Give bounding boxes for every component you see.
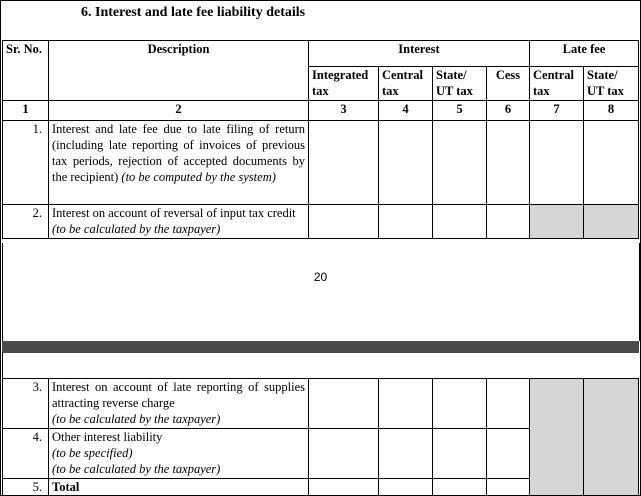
cell-integrated-tax[interactable] [309,429,379,479]
cell-late-central-tax[interactable] [530,121,584,205]
cell-integrated-tax[interactable] [309,121,379,205]
cell-integrated-tax[interactable] [309,479,379,496]
cell-disabled [530,379,584,496]
col-number: 2 [49,101,309,121]
header-central-tax: Central tax [379,67,433,101]
header-interest: Interest [309,41,530,67]
col-number: 8 [584,101,639,121]
cell-cess[interactable] [487,205,530,239]
cell-state-ut-tax[interactable] [433,121,487,205]
header-sr-no: Sr. No. [3,41,49,101]
row-sr: 4. [3,429,49,479]
cell-central-tax[interactable] [379,205,433,239]
cell-cess[interactable] [487,121,530,205]
header-description: Description [49,41,309,101]
cell-state-ut-tax[interactable] [433,429,487,479]
page-break-area [2,353,641,378]
cell-disabled [584,205,639,239]
table-row [3,205,639,239]
cell-central-tax[interactable] [379,379,433,429]
row-description-total: Total [49,479,309,496]
liability-table-top [2,40,639,239]
row-sr: 2. [3,205,49,239]
col-number: 4 [379,101,433,121]
cell-cess[interactable] [487,479,530,496]
header-cess: Cess [487,67,530,101]
col-number: 7 [530,101,584,121]
section-title: 6. Interest and late fee liability details [81,5,306,20]
page-separator [2,341,639,353]
header-late-central-tax: Central tax [530,67,584,101]
header-state-ut-tax: State/ UT tax [433,67,487,101]
row-sr: 3. [3,379,49,429]
row-sr: 1. [3,121,49,205]
cell-disabled [584,379,639,496]
col-number: 6 [487,101,530,121]
cell-central-tax[interactable] [379,121,433,205]
row-description: Interest and late fee due to late filing of return (including late reporting of invoices of previous tax periods, rejection of accepted documents by the recipient) (to be computed by the system) [49,121,309,205]
col-number: 1 [3,101,49,121]
cell-state-ut-tax[interactable] [433,479,487,496]
cell-cess[interactable] [487,429,530,479]
col-number: 3 [309,101,379,121]
header-late-fee: Late fee [530,41,639,67]
table-row [3,121,639,205]
cell-central-tax[interactable] [379,429,433,479]
cell-cess[interactable] [487,379,530,429]
row-sr: 5. [3,479,49,496]
row-description: Other interest liability (to be specified) (to be calculated by the taxpayer) [49,429,309,479]
cell-integrated-tax[interactable] [309,379,379,429]
cell-state-ut-tax[interactable] [433,205,487,239]
cell-integrated-tax[interactable] [309,205,379,239]
row-description: Interest on account of reversal of input tax credit (to be calculated by the taxpayer) [49,205,309,239]
cell-disabled [530,205,584,239]
header-late-state-ut-tax: State/ UT tax [584,67,639,101]
header-integrated-tax: Integrated tax [309,67,379,101]
col-number: 5 [433,101,487,121]
cell-central-tax[interactable] [379,479,433,496]
row-description: Interest on account of late reporting of supplies attracting reverse charge (to be calculated by the taxpayer) [49,379,309,429]
liability-table-bottom [2,378,639,496]
cell-late-state-ut-tax[interactable] [584,121,639,205]
table-row [3,379,639,429]
page-break-area [2,243,640,341]
page-number: 20 [313,270,328,284]
cell-state-ut-tax[interactable] [433,379,487,429]
